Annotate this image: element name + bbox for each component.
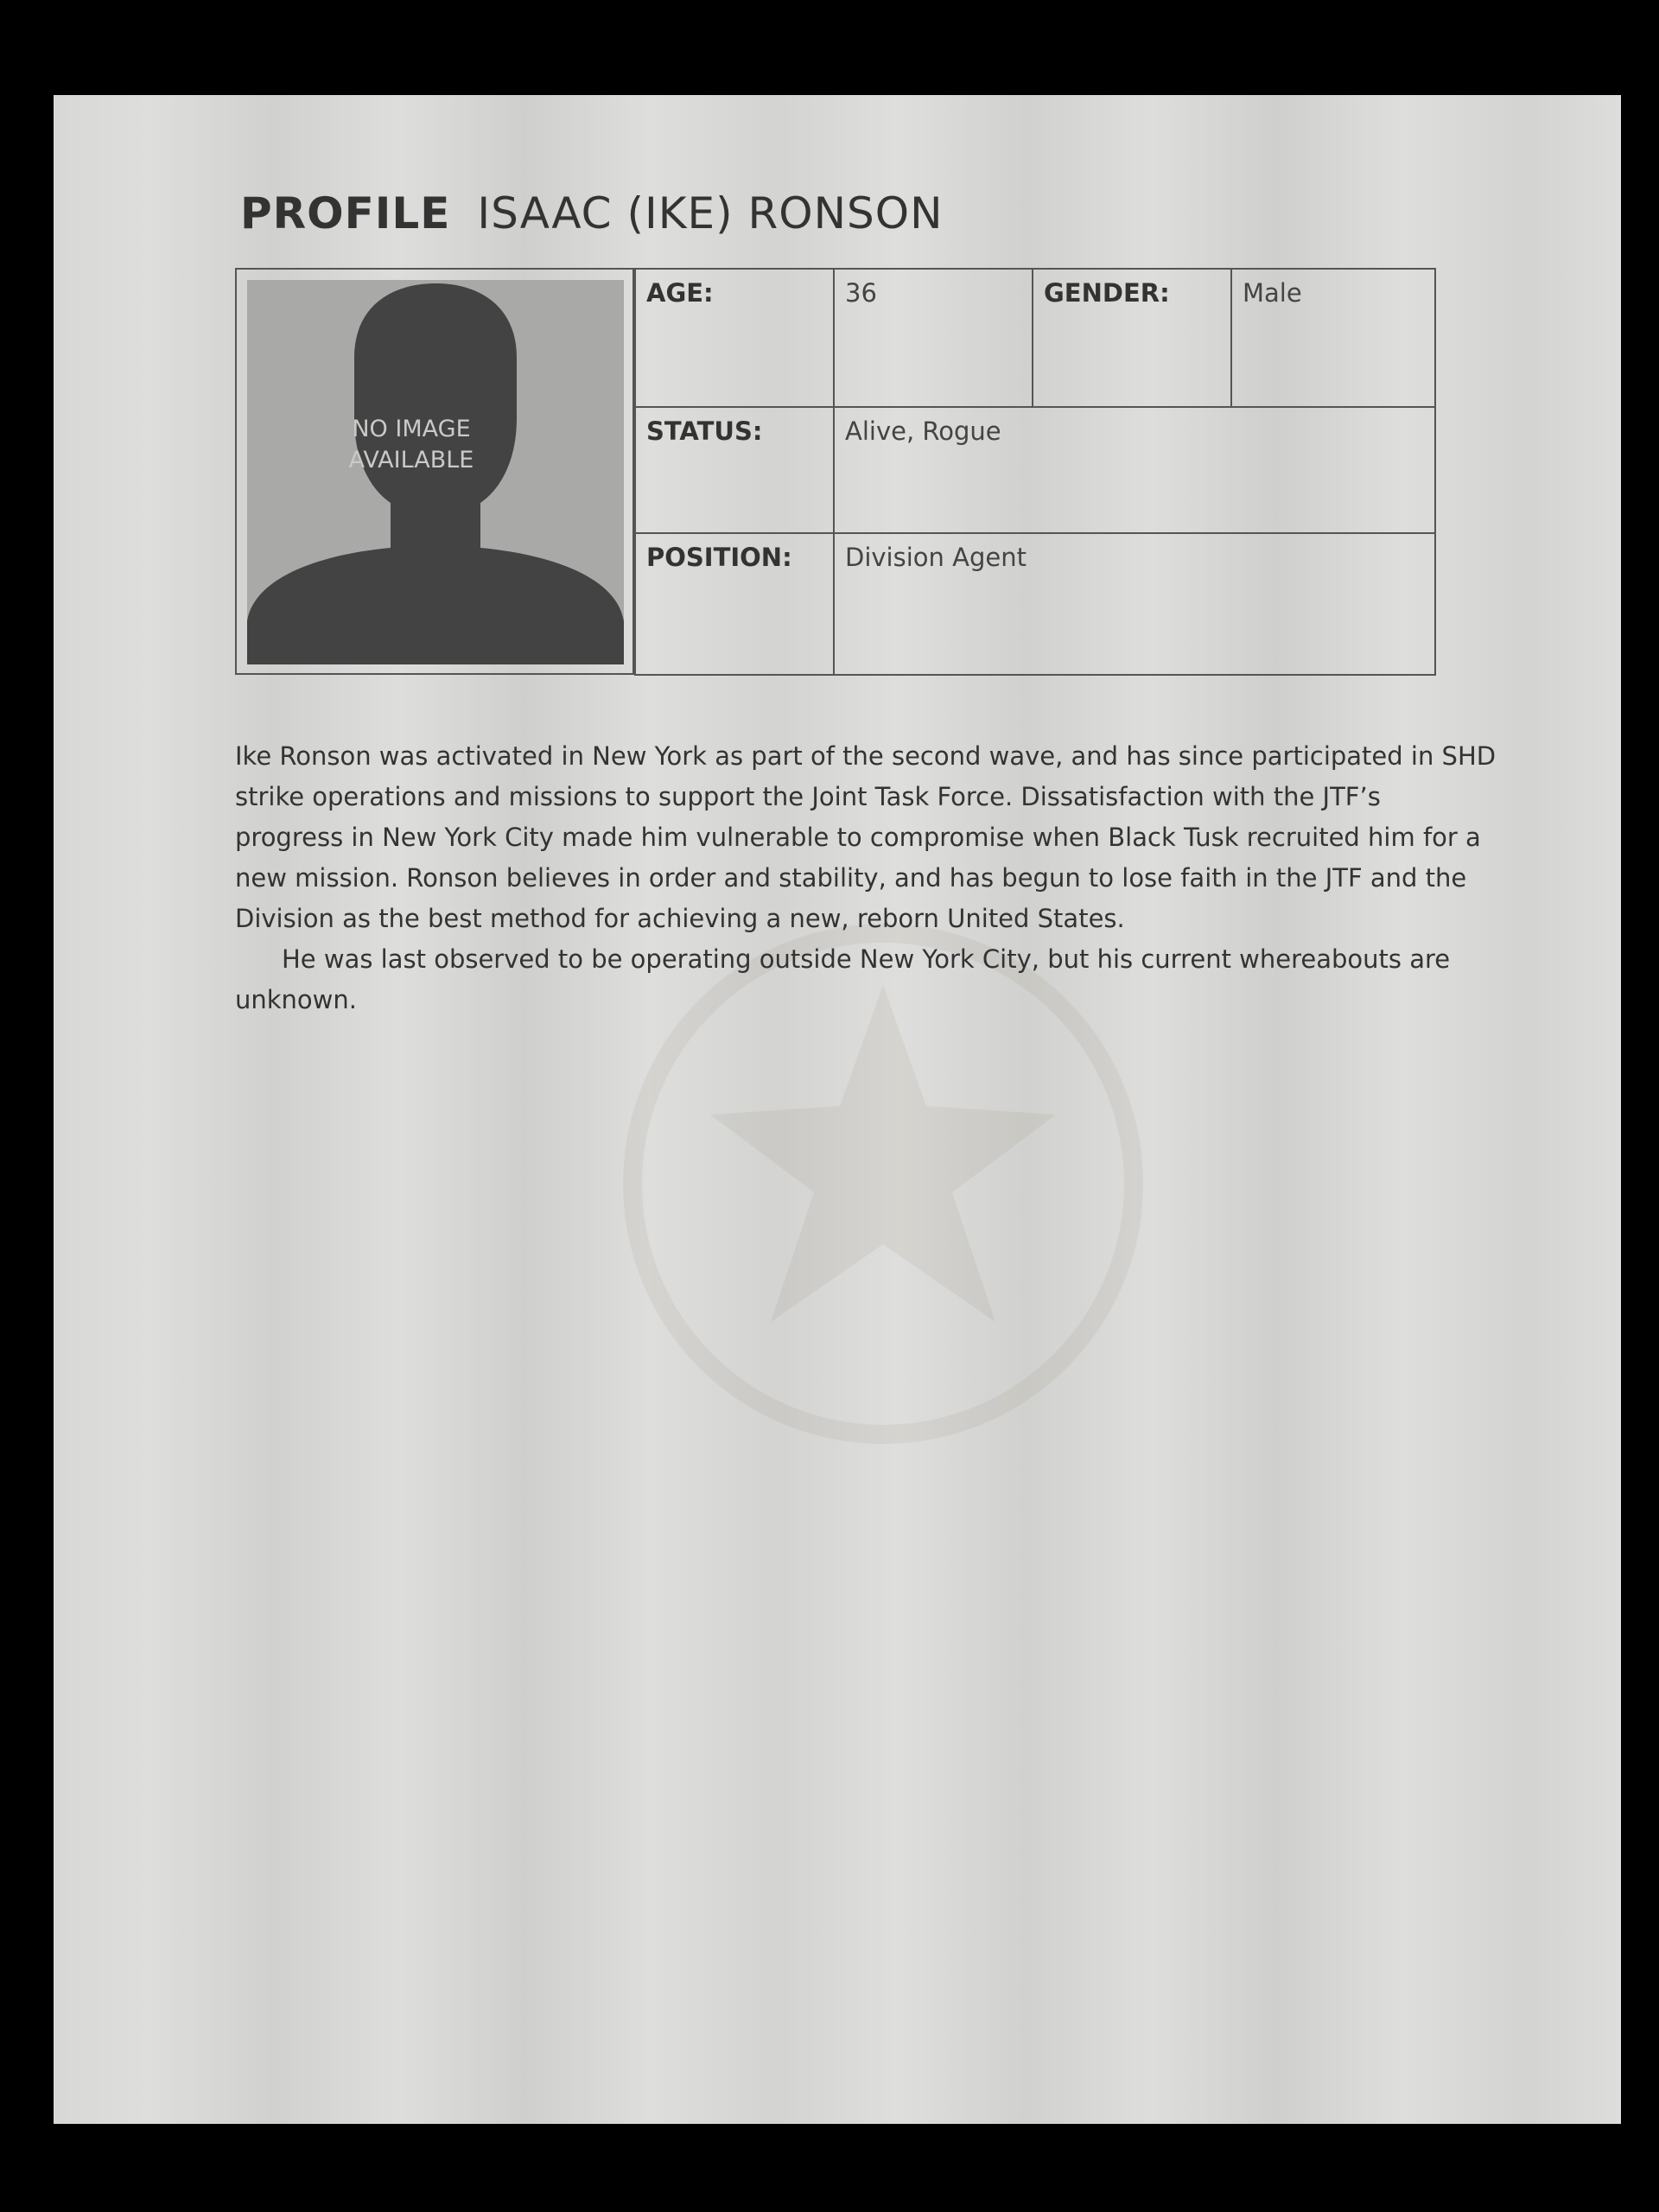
age-value: 36 bbox=[833, 268, 1033, 408]
position-value: Division Agent bbox=[833, 532, 1436, 676]
profile-photo bbox=[247, 280, 624, 664]
bio-paragraph-2: He was last observed to be operating outside New York City, but his current whereabouts are unknown. bbox=[235, 944, 1451, 1014]
document-page bbox=[54, 95, 1621, 2124]
status-label: STATUS: bbox=[634, 406, 835, 534]
gender-value: Male bbox=[1230, 268, 1436, 408]
age-label: AGE: bbox=[634, 268, 835, 408]
profile-details-table bbox=[634, 268, 1436, 677]
bio-paragraph-1: Ike Ronson was activated in New York as part of the second wave, and has since participated in SHD strike operations and missions to support the Joint Task Force. Dissatisfaction with the JTF’s progress in New York City made him vulnerable to compromise when Black Tusk recruited him for a new mission. Ronson believes in order and stability, and has begun to lose faith in the JTF and the Division as the best method for achieving a new, reborn United States. bbox=[235, 741, 1497, 933]
profile-name: ISAAC (IKE) RONSON bbox=[477, 188, 944, 238]
status-value: Alive, Rogue bbox=[833, 406, 1436, 534]
profile-label: PROFILE bbox=[240, 188, 451, 238]
no-image-text: NO IMAGE AVAILABLE bbox=[348, 416, 474, 474]
profile-photo-frame bbox=[235, 268, 634, 675]
position-label: POSITION: bbox=[634, 532, 835, 676]
page-title bbox=[240, 188, 944, 238]
biography bbox=[235, 736, 1497, 1020]
gender-label: GENDER: bbox=[1032, 268, 1232, 408]
